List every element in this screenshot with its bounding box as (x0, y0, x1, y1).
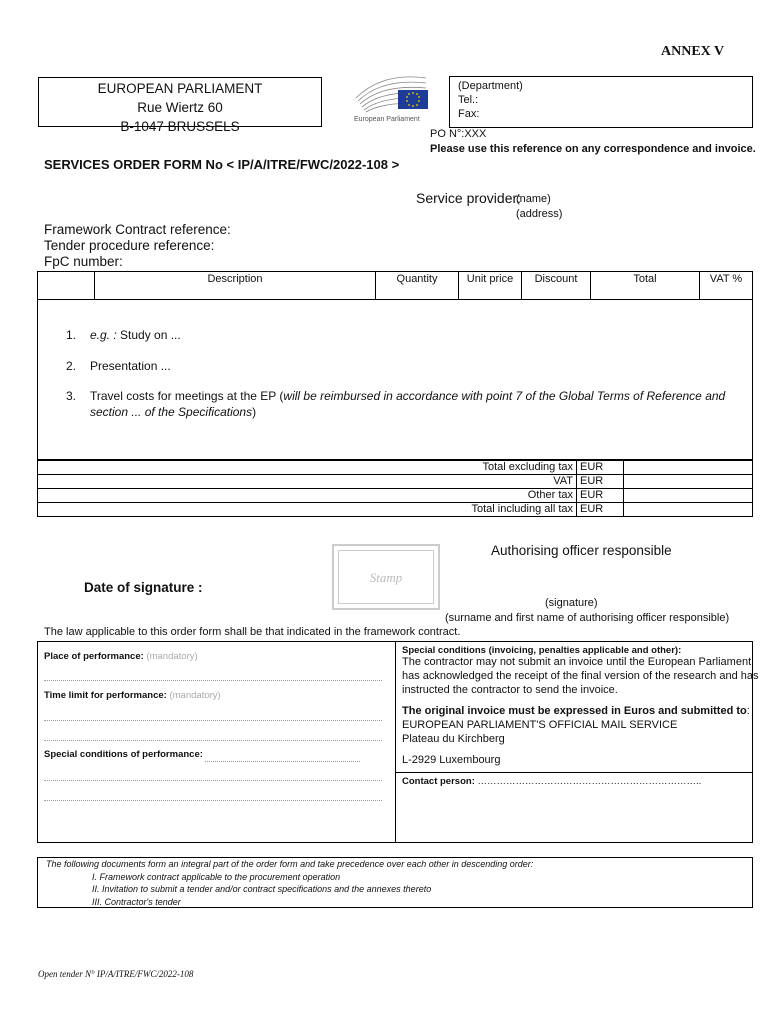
invoice-title-text: The original invoice must be expressed in Euros and submitted to (402, 705, 747, 717)
date-of-signature-label: Date of signature : (84, 580, 203, 595)
item-description (90, 389, 730, 403)
tel-label: Tel.: (458, 94, 479, 106)
place-input-line[interactable] (44, 680, 382, 681)
service-provider-label: Service provider: (416, 190, 522, 206)
fpc-number: FpC number: (44, 254, 123, 269)
totals-table (37, 460, 753, 517)
mail-line-2: Plateau du Kirchberg (402, 733, 505, 745)
conditions-divider (395, 641, 396, 843)
framework-reference: Framework Contract reference: (44, 222, 231, 237)
contact-divider (396, 772, 753, 773)
item-end: ) (252, 405, 257, 419)
totals-currency: EUR (577, 475, 624, 489)
document-item: III. Contractor's tender (92, 896, 181, 907)
special-conditions-text-2: has acknowledged the receipt of the final version of the research and has (402, 670, 759, 682)
totals-label: Total excluding tax (38, 461, 577, 475)
item-text: Study on ... (116, 328, 181, 342)
totals-label: VAT (38, 475, 577, 489)
document-item: I. Framework contract applicable to the procurement operation (92, 871, 341, 882)
special-label: Special conditions of performance (44, 749, 200, 760)
mail-line-3: L-2929 Luxembourg (402, 754, 501, 766)
place-label: Place of performance (44, 651, 141, 662)
documents-intro: The following documents form an integral part of the order form and take precedence over each other in descending order: (46, 859, 534, 869)
applicable-law-text: The law applicable to this order form shall be that indicated in the framework contract. (44, 626, 461, 638)
authorising-officer-label: Authorising officer responsible (491, 543, 672, 558)
logo-caption: European Parliament (354, 116, 420, 123)
contact-dots[interactable]: …………………………………………………………….. (477, 776, 702, 787)
footer-reference: Open tender N° IP/A/ITRE/FWC/2022-108 (38, 969, 194, 979)
totals-label: Total including all tax (38, 503, 577, 517)
surname-label: (surname and first name of authorising officer responsible) (445, 612, 730, 624)
european-parliament-logo (352, 70, 434, 124)
po-note: Please use this reference on any correspondence and invoice. (430, 143, 756, 155)
item-prefix: e.g. : (90, 328, 117, 342)
address-box (38, 77, 322, 134)
header-vat: VAT % (700, 272, 753, 300)
time-label: Time limit for performance (44, 690, 164, 701)
service-provider-name: (name) (516, 193, 551, 205)
special-input-line-3[interactable] (44, 800, 382, 801)
totals-row (38, 503, 753, 517)
header-discount: Discount (522, 272, 591, 300)
header-total: Total (591, 272, 700, 300)
item-italic: will be reimbursed in accordance with point 7 of the Global Terms of Reference and (283, 389, 726, 403)
totals-value[interactable] (624, 503, 753, 517)
logo-graphic (352, 70, 434, 124)
totals-row (38, 461, 753, 475)
totals-label: Other tax (38, 489, 577, 503)
item-number: 2. (66, 359, 77, 373)
items-table-header (37, 271, 753, 300)
time-limit-label: Time limit for performance: (mandatory) (44, 690, 221, 701)
place-of-performance-label: Place of performance: (mandatory) (44, 651, 198, 662)
department-box (449, 76, 753, 128)
address-line-3: B-1047 BRUSSELS (120, 119, 240, 134)
annex-label: ANNEX V (661, 44, 725, 59)
header-blank (38, 272, 95, 300)
special-input-line[interactable] (205, 761, 360, 762)
time-input-line[interactable] (44, 720, 382, 721)
form-title: SERVICES ORDER FORM No < IP/A/ITRE/FWC/2022-108 > (44, 157, 400, 172)
header-quantity: Quantity (376, 272, 459, 300)
mail-line-1: EUROPEAN PARLIAMENT'S OFFICIAL MAIL SERVICE (402, 719, 678, 731)
special-conditions-title: Special conditions (invoicing, penalties applicable and other): (402, 645, 682, 656)
items-body (37, 300, 753, 460)
header-description: Description (95, 272, 376, 300)
totals-value[interactable] (624, 461, 753, 475)
fax-label: Fax: (458, 108, 480, 120)
stamp-label: Stamp (338, 550, 434, 604)
tender-reference: Tender procedure reference: (44, 238, 215, 253)
time-input-line-2[interactable] (44, 740, 382, 741)
item-italic-2: section ... of the Specifications (90, 405, 253, 419)
address-line-2: Rue Wiertz 60 (137, 100, 223, 115)
contact-label: Contact person (402, 776, 472, 787)
special-conditions-text-3: instructed the contractor to send the invoice. (402, 684, 618, 696)
invoice-title: The original invoice must be expressed in Euros and submitted to: (402, 705, 750, 717)
item-description (90, 328, 181, 342)
place-hint: (mandatory) (146, 651, 198, 662)
documents-box (37, 857, 753, 908)
totals-currency: EUR (577, 461, 624, 475)
totals-currency: EUR (577, 489, 624, 503)
contact-person: Contact person: …………………………………………………………….. (402, 776, 702, 787)
po-number: PO N°:XXX (430, 128, 487, 140)
item-number: 3. (66, 389, 77, 403)
totals-row (38, 475, 753, 489)
item-text: Travel costs for meetings at the EP ( (90, 389, 284, 403)
item-description: Presentation ... (90, 359, 171, 373)
stamp-box (332, 544, 440, 610)
special-conditions-performance-label: Special conditions of performance: (44, 749, 203, 760)
document-item: II. Invitation to submit a tender and/or contract specifications and the annexes thereto (92, 884, 432, 894)
time-hint: (mandatory) (169, 690, 221, 701)
item-number: 1. (66, 328, 77, 342)
totals-value[interactable] (624, 489, 753, 503)
special-input-line-2[interactable] (44, 780, 382, 781)
totals-row (38, 489, 753, 503)
header-unit-price: Unit price (459, 272, 522, 300)
service-provider-address: (address) (516, 208, 563, 220)
totals-currency: EUR (577, 503, 624, 517)
item-description-cont (90, 405, 256, 419)
special-conditions-text-1: The contractor may not submit an invoice until the European Parliament (402, 656, 752, 668)
department-label: (Department) (458, 80, 523, 92)
signature-label: (signature) (545, 597, 598, 609)
totals-value[interactable] (624, 475, 753, 489)
address-line-1: EUROPEAN PARLIAMENT (97, 81, 263, 96)
